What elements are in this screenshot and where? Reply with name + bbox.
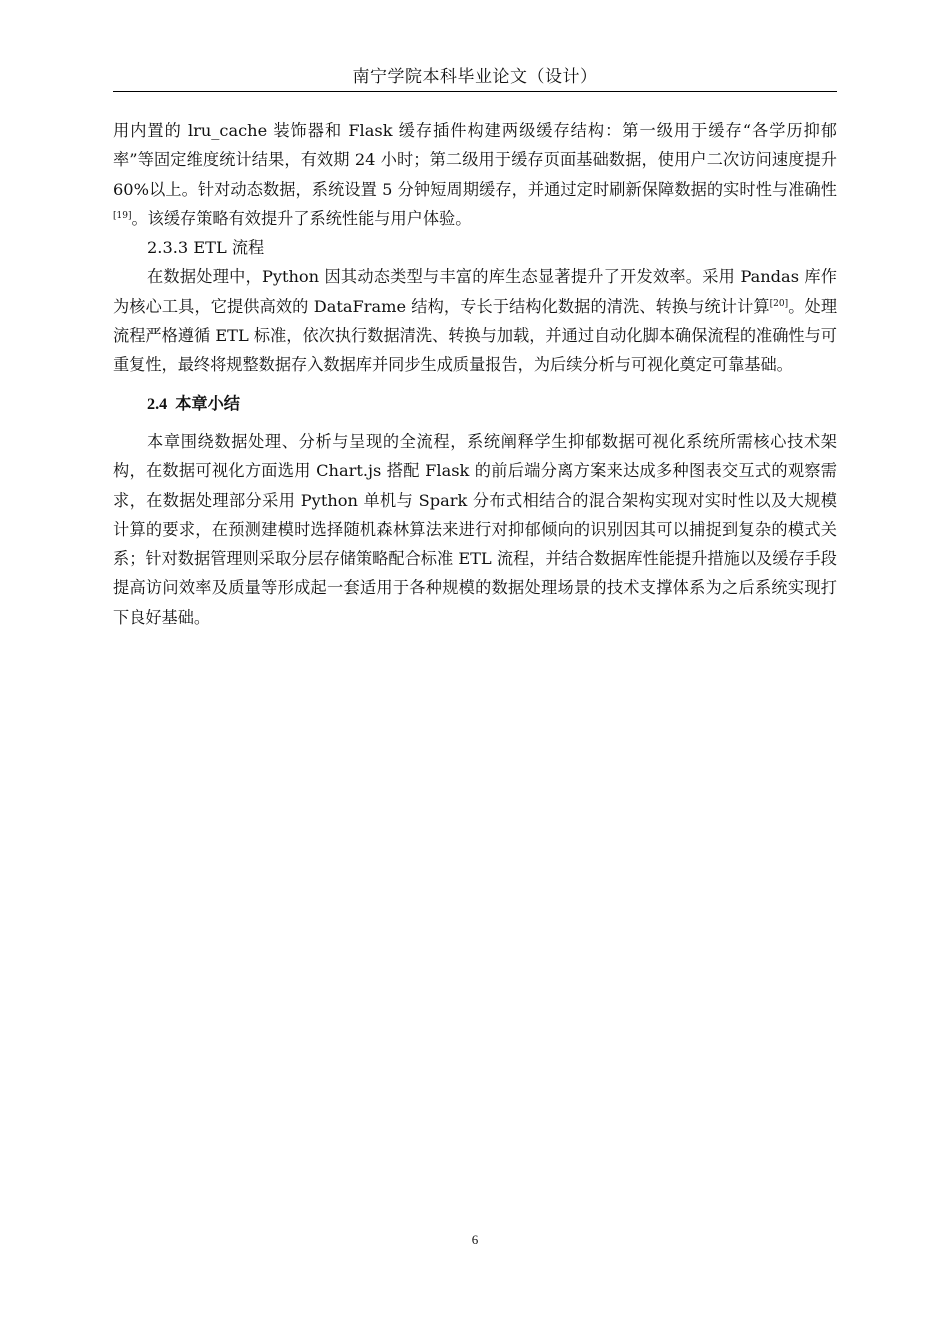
paragraph-text: 用内置的 lru_cache 装饰器和 Flask 缓存插件构建两级缓存结构：第一级用于缓存“各学历抑郁率”等固定维度统计结果，有效期 24 小时；第二级用于缓存页面基础数据，使用户二次访问速度提升 60%以上。针对动态数据，系统设置 5 分钟短周期缓存，并通过定时刷新保障数据的实时性与准确性	[113, 121, 837, 199]
section-title: 本章小结	[175, 394, 240, 413]
paragraph-text: 在数据处理中，Python 因其动态类型与丰富的库生态显著提升了开发效率。采用 Pandas 库作为核心工具，它提供高效的 DataFrame 结构，专长于结构化数据的清洗、转换与统计计算	[113, 267, 837, 316]
paragraph-cache-strategy	[113, 116, 837, 233]
citation-ref: [20]	[769, 298, 789, 309]
paragraph-text-tail: 。处理流程严格遵循 ETL 标准，依次执行数据清洗、转换与加载，并通过自动化脚本确保流程的准确性与可重复性，最终将规整数据存入数据库并同步生成质量报告，为后续分析与可视化奠定可靠基础。	[113, 296, 838, 375]
paragraph-etl	[113, 262, 837, 379]
section-number: 2.4	[147, 394, 168, 413]
citation-ref: [19]	[113, 210, 132, 221]
running-header: 南宁学院本科毕业论文（设计）	[352, 67, 598, 87]
subsection-heading: 2.3.3 ETL 流程	[147, 238, 265, 258]
page-number: 6	[471, 1232, 479, 1247]
paragraph-text: 本章围绕数据处理、分析与呈现的全流程，系统阐释学生抑郁数据可视化系统所需核心技术架构，在数据可视化方面选用 Chart.js 搭配 Flask 的前后端分离方案来达成多种图表交互式的观察需求，在数据处理部分采用 Python 单机与 Spark 分布式相结合的混合架构实现对实时性以及大规模计算的要求，在预测建模时选择随机森林算法来进行对抑郁倾向的识别因其可以捕捉到复杂的模式关系；针对数据管理则采取分层存储策略配合标准 ETL 流程，并结合数据库性能提升措施以及缓存手段提高访问效率及质量等形成起一套适用于各种规模的数据处理场景的技术支撑体系为之后系统实现打下良好基础。	[113, 431, 837, 627]
header-divider	[113, 91, 837, 92]
page-body	[113, 116, 837, 632]
paragraph-chapter-summary	[113, 427, 837, 632]
paragraph-text-tail: 。该缓存策略有效提升了系统性能与用户体验。	[131, 208, 472, 228]
section-heading	[113, 390, 837, 419]
